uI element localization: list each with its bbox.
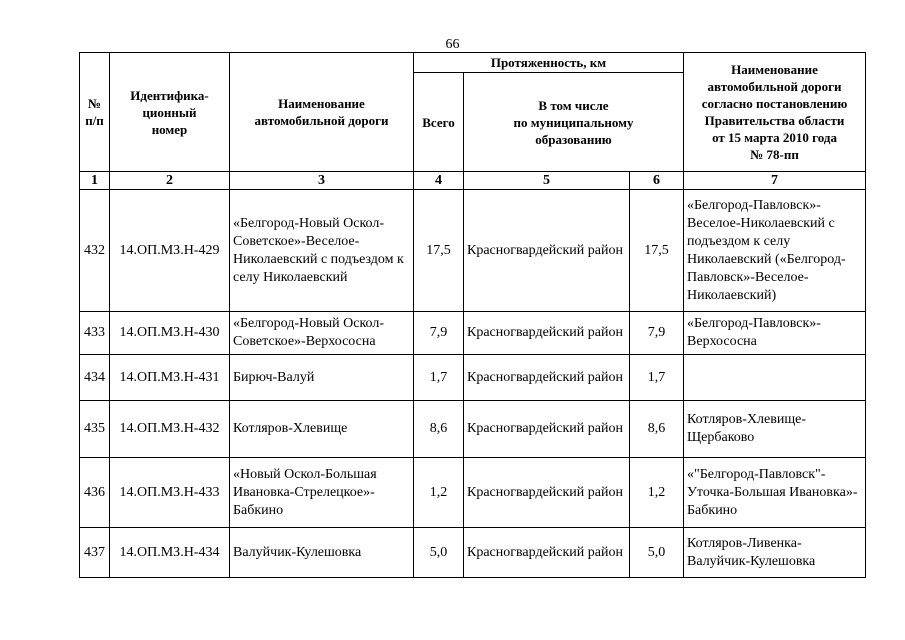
row-road-name: «Белгород-Новый Оскол-Советское»-Верхососна <box>230 312 414 355</box>
row-road-name: Валуйчик-Кулешовка <box>230 528 414 578</box>
col-number-2: 2 <box>110 172 230 190</box>
col-number-5: 5 <box>464 172 630 190</box>
row-num: 435 <box>80 401 110 458</box>
row-district: Красногвардейский район <box>464 312 630 355</box>
header-resolution-name: Наименование автомобильной дороги согласно постановлению Правительства области от 15 марта 2010 года № 78-пп <box>684 53 866 172</box>
row-id: 14.ОП.МЗ.Н-433 <box>110 458 230 528</box>
row-id: 14.ОП.МЗ.Н-434 <box>110 528 230 578</box>
row-road-name: Котляров-Хлевище <box>230 401 414 458</box>
row-district: Красногвардейский район <box>464 190 630 312</box>
row-total: 17,5 <box>414 190 464 312</box>
row-resolution-name: Котляров-Хлевище-Щербаково <box>684 401 866 458</box>
row-district-length: 8,6 <box>630 401 684 458</box>
row-resolution-name: «Белгород-Павловск»-Верхососна <box>684 312 866 355</box>
table-row <box>80 355 866 401</box>
col-number-6: 6 <box>630 172 684 190</box>
row-id: 14.ОП.МЗ.Н-429 <box>110 190 230 312</box>
row-district: Красногвардейский район <box>464 355 630 401</box>
row-id: 14.ОП.МЗ.Н-432 <box>110 401 230 458</box>
header-num: № п/п <box>80 53 110 172</box>
header-total: Всего <box>414 73 464 172</box>
header-municipal: В том числе по муниципальному образованию <box>464 73 684 172</box>
row-resolution-name: «"Белгород-Павловск"-Уточка-Большая Ивановка»-Бабкино <box>684 458 866 528</box>
table-row <box>80 528 866 578</box>
roads-table <box>79 52 866 578</box>
row-num: 432 <box>80 190 110 312</box>
row-id: 14.ОП.МЗ.Н-431 <box>110 355 230 401</box>
row-total: 5,0 <box>414 528 464 578</box>
page-number: 66 <box>445 37 460 52</box>
table-row <box>80 401 866 458</box>
table-row <box>80 312 866 355</box>
row-resolution-name: Котляров-Ливенка-Валуйчик-Кулешовка <box>684 528 866 578</box>
row-road-name: Бирюч-Валуй <box>230 355 414 401</box>
row-id: 14.ОП.МЗ.Н-430 <box>110 312 230 355</box>
row-resolution-name: «Белгород-Павловск»-Веселое-Николаевский с подъездом к селу Николаевский («Белгород-Павловск»-Веселое-Николаевский) <box>684 190 866 312</box>
col-number-1: 1 <box>80 172 110 190</box>
table-row <box>80 458 866 528</box>
row-district-length: 17,5 <box>630 190 684 312</box>
row-total: 8,6 <box>414 401 464 458</box>
row-num: 436 <box>80 458 110 528</box>
col-number-7: 7 <box>684 172 866 190</box>
row-road-name: «Белгород-Новый Оскол-Советское»-Веселое-Николаевский с подъездом к селу Николаевский <box>230 190 414 312</box>
row-district: Красногвардейский район <box>464 458 630 528</box>
row-total: 1,2 <box>414 458 464 528</box>
row-total: 1,7 <box>414 355 464 401</box>
row-road-name: «Новый Оскол-Большая Ивановка-Стрелецкое»-Бабкино <box>230 458 414 528</box>
table-row <box>80 190 866 312</box>
row-resolution-name <box>684 355 866 401</box>
row-district-length: 5,0 <box>630 528 684 578</box>
row-district: Красногвардейский район <box>464 401 630 458</box>
col-number-4: 4 <box>414 172 464 190</box>
row-num: 433 <box>80 312 110 355</box>
header-length-group: Протяженность, км <box>414 53 684 73</box>
header-road-name: Наименование автомобильной дороги <box>230 53 414 172</box>
col-number-3: 3 <box>230 172 414 190</box>
row-num: 437 <box>80 528 110 578</box>
row-total: 7,9 <box>414 312 464 355</box>
header-id: Идентифика- ционный номер <box>110 53 230 172</box>
row-district-length: 7,9 <box>630 312 684 355</box>
row-district: Красногвардейский район <box>464 528 630 578</box>
row-num: 434 <box>80 355 110 401</box>
row-district-length: 1,2 <box>630 458 684 528</box>
row-district-length: 1,7 <box>630 355 684 401</box>
